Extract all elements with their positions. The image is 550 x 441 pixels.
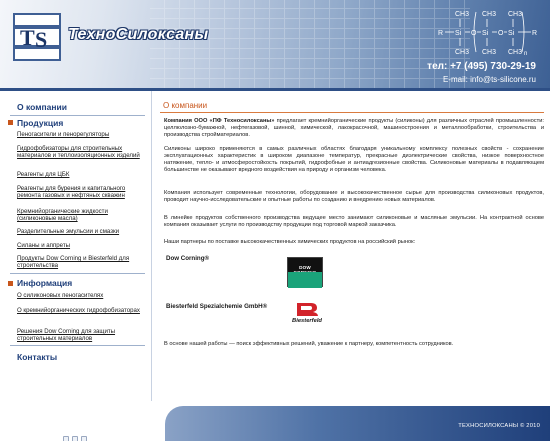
nav-item-about-defoamers[interactable]: О силиконовых пеногасителях xyxy=(17,292,104,299)
formula-top-2: CH3 xyxy=(482,11,497,18)
site-header xyxy=(0,0,550,88)
partner-dow-corning: Dow Corning® xyxy=(166,255,210,262)
formula-top-3: CH3 xyxy=(508,11,523,18)
ts-logo-icon xyxy=(15,15,59,59)
home-icon[interactable] xyxy=(63,436,69,441)
nav-item-hydrophobizers[interactable]: Гидрофобизаторы для строительных материалов и теплоизоляционных изделий xyxy=(17,145,140,160)
nav-contacts[interactable]: Контакты xyxy=(17,352,58,362)
formula-r-left: R xyxy=(438,30,444,37)
formula-si-2: Si xyxy=(482,30,489,37)
formula-si-1: Si xyxy=(455,30,462,37)
page-title: О компании xyxy=(163,101,208,110)
formula-o-2: O xyxy=(498,30,504,37)
formula-bottom-3: CH3 xyxy=(508,49,523,56)
header-texture xyxy=(150,0,470,88)
nav-divider xyxy=(10,345,145,346)
nav-item-defoamers[interactable]: Пеногасители и пенорегуляторы xyxy=(17,131,110,138)
nav-info[interactable]: Информация xyxy=(17,278,73,288)
siloxane-formula xyxy=(434,6,546,58)
nav-company[interactable]: О компании xyxy=(17,102,67,112)
formula-top-1: CH3 xyxy=(455,11,470,18)
formula-bottom-2: CH3 xyxy=(482,49,497,56)
formula-bottom-1: CH3 xyxy=(455,49,470,56)
sitemap-icon[interactable] xyxy=(81,436,87,441)
intro-text: предлагает кремнийорганические продукты (силиконы) для различных отраслей промышленности: целлюлозно-бумажной, нефтегазовой, шинной, химической, лакокрасочной, машиностроения и металлообработки, строительства и производства стройматериалов. xyxy=(164,118,544,139)
biesterfeld-logo[interactable] xyxy=(287,301,327,327)
header-phone: тел: +7 (495) 730-29-19 xyxy=(427,61,536,72)
closing-paragraph: В основе нашей работы — поиск эффективных решений, уважение к партнеру, компетентность сотрудников. xyxy=(164,341,454,347)
dow-corning-logo-text: DOW xyxy=(299,265,311,270)
formula-o-1: O xyxy=(471,30,477,37)
title-underline xyxy=(160,112,544,113)
nav-item-release-agents[interactable]: Разделительные эмульсии и смазки xyxy=(17,228,120,235)
svg-text:T: T xyxy=(20,25,35,50)
copyright: ТЕХНОСИЛОКСАНЫ © 2010 xyxy=(458,423,540,429)
nav-item-silanes[interactable]: Силаны и аппреты xyxy=(17,242,71,249)
biesterfeld-logo-text: Biesterfeld xyxy=(292,318,322,324)
partners-intro: Наши партнеры по поставке высококачественных химических продуктов на российский рынок: xyxy=(164,239,416,245)
site-footer xyxy=(0,401,550,441)
emulsions-paragraph: В линейке продуктов собственного производства ведущее место занимают силиконовые и масляные эмульсии. На контрактной основе компания оказывает услуги по производству продукции под торговой маркой заказчика. xyxy=(164,215,544,229)
mail-icon[interactable] xyxy=(72,436,78,441)
sidebar-nav xyxy=(0,91,152,441)
nav-divider xyxy=(10,273,145,274)
main-content xyxy=(160,91,544,401)
dow-corning-logo[interactable] xyxy=(287,257,323,287)
biesterfeld-mark-icon xyxy=(287,301,327,317)
nav-item-pulp-reagents[interactable]: Реагенты для ЦБК xyxy=(17,171,70,178)
formula-r-right: R xyxy=(532,30,538,37)
svg-text:S: S xyxy=(35,27,48,52)
footer-left xyxy=(0,401,165,441)
silicones-paragraph: Силиконы широко применяются в самых различных областях благодаря уникальному комплексу полезных свойств - сохранение эксплуатационных характеристик в широком диапазоне температур, прекрасные диэлектрические свойства, низкое поверхностное натяжение, тепло- и атмосферостойкость покрытий, гидрофобные и антиадгезионные свойства. Силиконовые материалы в подавляющем большинстве не оказывают вредного воздействия на природу и организм человека. xyxy=(164,146,544,174)
header-email[interactable]: E-mail: info@ts-silicone.ru xyxy=(442,75,536,84)
nav-products[interactable]: Продукция xyxy=(17,118,64,128)
nav-item-silicone-fluids[interactable]: Кремнийорганические жидкости (силиконовые масла) xyxy=(17,208,108,223)
partner-biesterfeld: Biesterfeld Spezialchemie GmbH® xyxy=(166,303,268,310)
footer-icons xyxy=(63,429,90,441)
nav-item-dow-biesterfeld[interactable]: Продукты Dow Corning и Biesterfeld для строительства xyxy=(17,255,130,270)
nav-item-about-hydrophobizers[interactable]: О кремнийорганических гидрофобизаторах xyxy=(17,307,140,314)
company-name: Компания ООО «ПФ Техносилоксаны» xyxy=(164,118,275,124)
nav-item-drilling-reagents[interactable]: Реагенты для бурения и капитального ремонта газовых и нефтяных скважин xyxy=(17,185,126,200)
formula-subscript-n: n xyxy=(524,51,528,57)
nav-item-dow-solutions[interactable]: Решения Dow Corning для защиты строительных материалов xyxy=(17,328,116,343)
nav-divider xyxy=(10,115,145,116)
formula-si-3: Si xyxy=(508,30,515,37)
footer-band xyxy=(165,406,550,441)
logo-text[interactable]: ТехноСилоксаны xyxy=(68,26,209,43)
technology-paragraph: Компания использует современные технологии, оборудование и высококачественное сырье для производства силиконовых продуктов, проводит научно-исследовательские и опытные работы по созданию и внедрению новых материалов. xyxy=(164,190,544,204)
intro-paragraph xyxy=(164,118,544,139)
logo-mark[interactable] xyxy=(13,13,61,61)
